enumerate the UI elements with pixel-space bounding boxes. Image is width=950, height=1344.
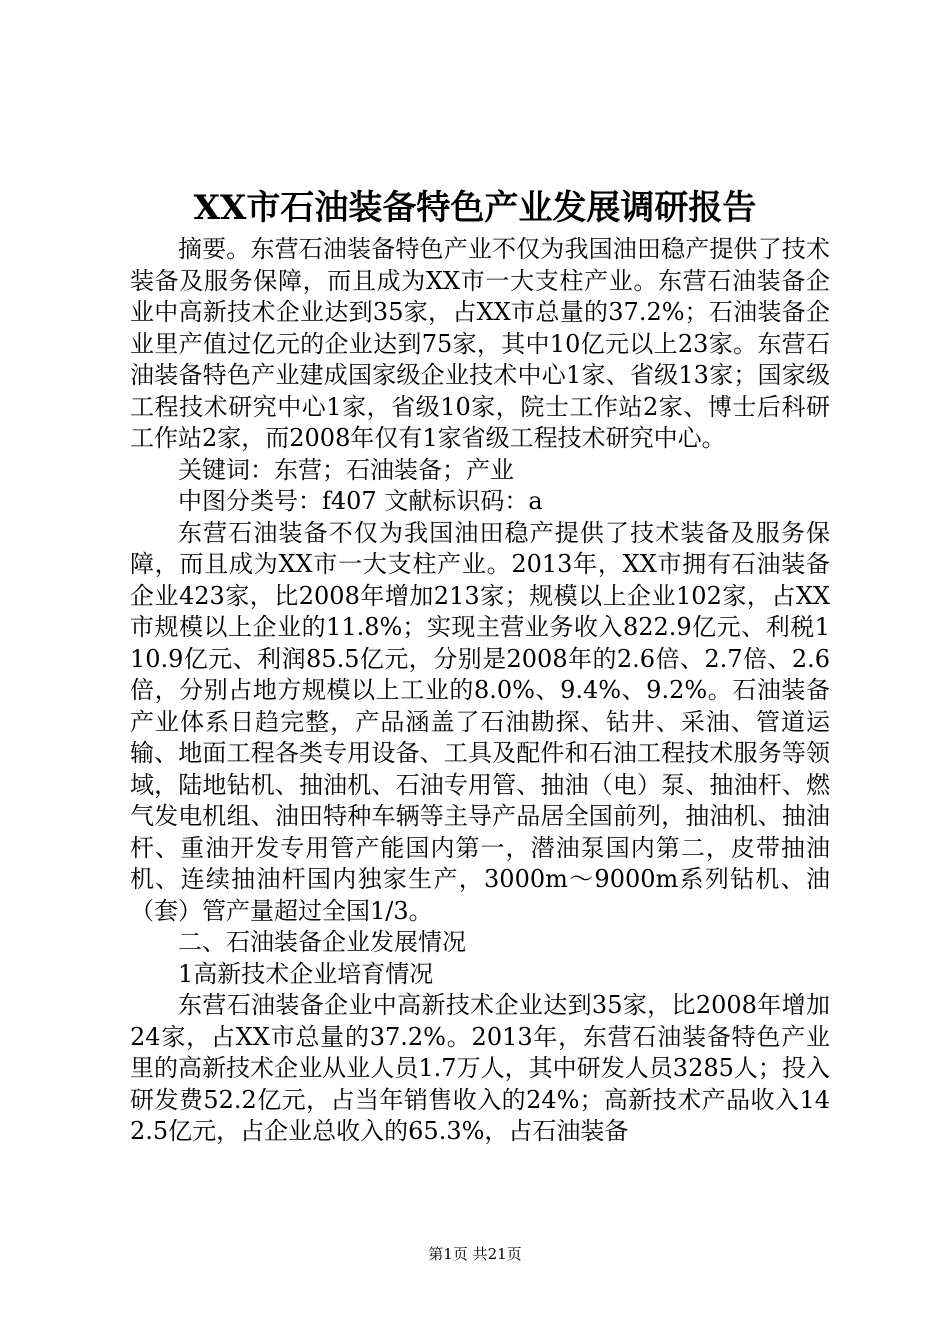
classification-line: 中图分类号：f407 文献标识码：a xyxy=(178,487,543,515)
abstract-paragraph: 摘要。东营石油装备特色产业不仅为我国油田稳产提供了技术装备及服务保障，而且成为XX市一大支柱产业。东营石油装备企业中高新技术企业达到35家，占XX市总量的37.2%；石油装备企业里产值过亿元的企业达到75家，其中10亿元以上23家。东营石油装备特色产业建成国家级企业技术中心1家、省级13家；国家级工程技术研究中心1家，省级10家，院士工作站2家、博士后科研工作站2家，而2008年仅有1家省级工程技术研究中心。 xyxy=(130,235,830,452)
document-title: XX市石油装备特色产业发展调研报告 xyxy=(193,188,757,228)
keywords-line: 关键词：东营；石油装备；产业 xyxy=(178,455,514,484)
body-paragraph: 东营石油装备不仅为我国油田稳产提供了技术装备及服务保障，而且成为XX市一大支柱产业。2013年，XX市拥有石油装备企业423家，比2008年增加213家；规模以上企业102家，占XX市规模以上企业的11.8%；实现主营业务收入822.9亿元、利税110.9亿元、利润85.5亿元，分别是2008年的2.6倍、2.7倍、2.6倍，分别占地方规模以上工业的8.0%、9.4%、9.2%。石油装备产业体系日趋完整，产品涵盖了石油勘探、钻井、采油、管道运输、地面工程各类专用设备、工具及配件和石油工程技术服务等领域，陆地钻机、抽油机、石油专用管、抽油（电）泵、抽油杆、燃气发电机组、油田特种车辆等主导产品居全国前列，抽油机、抽油杆、重油开发专用管产能国内第一，潜油泵国内第二，皮带抽油机、连续抽油杆国内独家生产，3000m～9000m系列钻机、油（套）管产量超过全国1/3。 xyxy=(130,518,830,925)
subsection-heading: 1高新技术企业培育情况 xyxy=(178,959,434,988)
document-body xyxy=(130,234,830,1148)
section-heading: 二、石油装备企业发展情况 xyxy=(178,928,466,956)
body-paragraph: 东营石油装备企业中高新技术企业达到35家，比2008年增加24家，占XX市总量的37.2%。2013年，东营石油装备特色产业里的高新技术企业从业人员1.7万人，其中研发人员3285人；投入研发费52.2亿元，占当年销售收入的24%；高新技术产品收入142.5亿元，占企业总收入的65.3%，占石油装备 xyxy=(130,991,830,1145)
page-number-footer: 第1页 共21页 xyxy=(428,1245,522,1263)
